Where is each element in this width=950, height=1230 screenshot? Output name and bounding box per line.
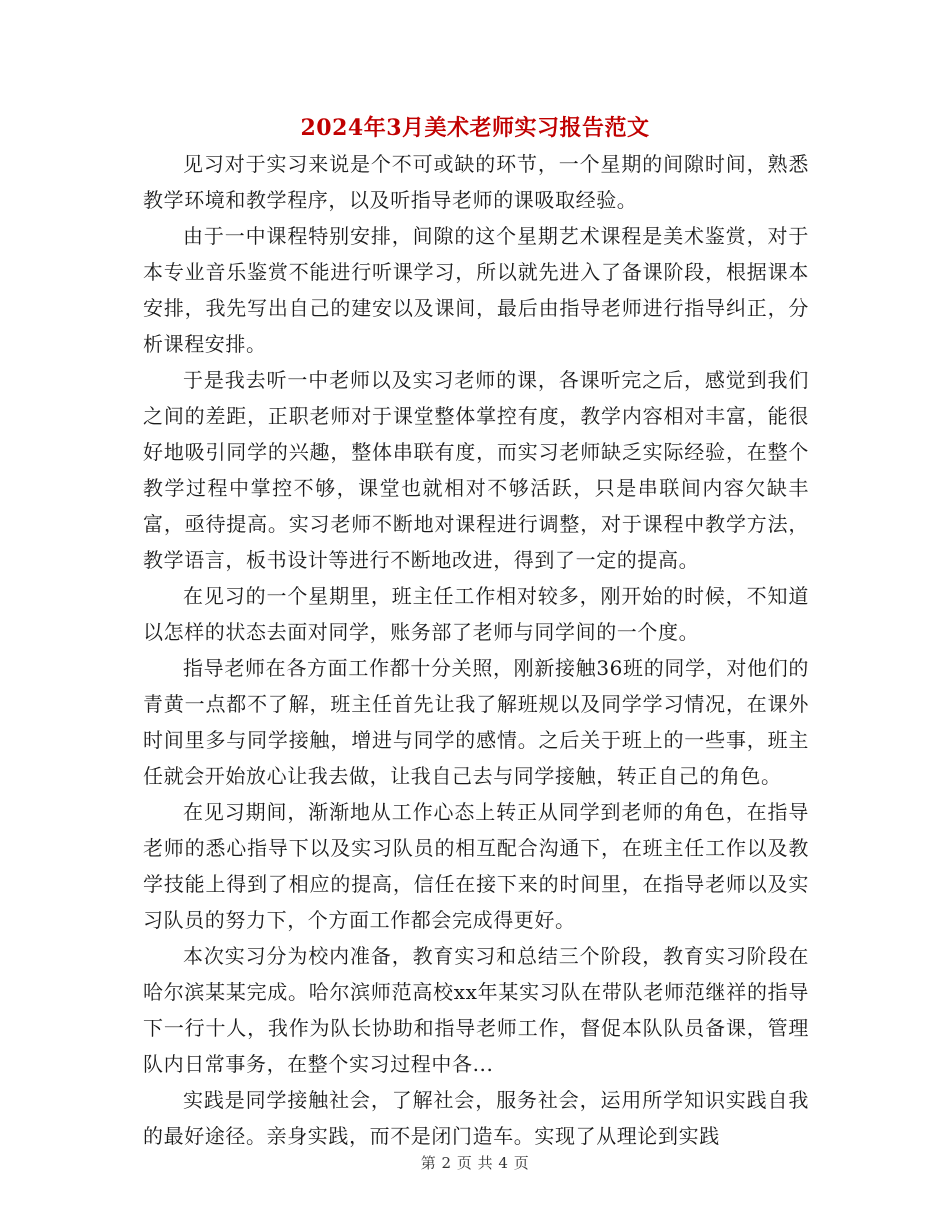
paragraph: 本次实习分为校内准备，教育实习和总结三个阶段，教育实习阶段在哈尔滨某某完成。哈尔滨师范高校xx年某实习队在带队老师范继祥的指导下一行十人，我作为队长协助和指导老师工作，督促本队队员备课，管理队内日常事务，在整个实习过程中各... [143,944,809,1076]
page-number-footer: 第 2 页 共 4 页 [420,1154,530,1172]
paragraph: 见习对于实习来说是个不可或缺的环节，一个星期的间隙时间，熟悉教学环境和教学程序，以及听指导老师的课吸取经验。 [143,152,809,212]
document-body [143,146,809,1154]
paragraph: 于是我去听一中老师以及实习老师的课，各课听完之后，感觉到我们之间的差距，正职老师对于课堂整体掌控有度，教学内容相对丰富，能很好地吸引同学的兴趣，整体串联有度，而实习老师缺乏实际经验，在整个教学过程中掌控不够，课堂也就相对不够活跃，只是串联间内容欠缺丰富，亟待提高。实习老师不断地对课程进行调整，对于课程中教学方法，教学语言，板书设计等进行不断地改进，得到了一定的提高。 [143,368,809,572]
paragraph: 在见习期间，渐渐地从工作心态上转正从同学到老师的角色，在指导老师的悉心指导下以及实习队员的相互配合沟通下，在班主任工作以及教学技能上得到了相应的提高，信任在接下来的时间里，在指导老师以及实习队员的努力下，个方面工作都会完成得更好。 [143,800,809,932]
document-title: 2024年3月美术老师实习报告范文 [300,115,650,141]
paragraph: 实践是同学接触社会，了解社会，服务社会，运用所学知识实践自我的最好途径。亲身实践，而不是闭门造车。实现了从理论到实践 [143,1088,809,1148]
paragraph: 在见习的一个星期里，班主任工作相对较多，刚开始的时候，不知道以怎样的状态去面对同学，账务部了老师与同学间的一个度。 [143,584,809,644]
paragraph: 指导老师在各方面工作都十分关照，刚新接触36班的同学，对他们的青黄一点都不了解，班主任首先让我了解班规以及同学学习情况，在课外时间里多与同学接触，增进与同学的感情。之后关于班上的一些事，班主任就会开始放心让我去做，让我自己去与同学接触，转正自己的角色。 [143,656,809,788]
paragraph: 由于一中课程特别安排，间隙的这个星期艺术课程是美术鉴赏，对于本专业音乐鉴赏不能进行听课学习，所以就先进入了备课阶段，根据课本安排，我先写出自己的建安以及课间，最后由指导老师进行指导纠正，分析课程安排。 [143,224,809,356]
